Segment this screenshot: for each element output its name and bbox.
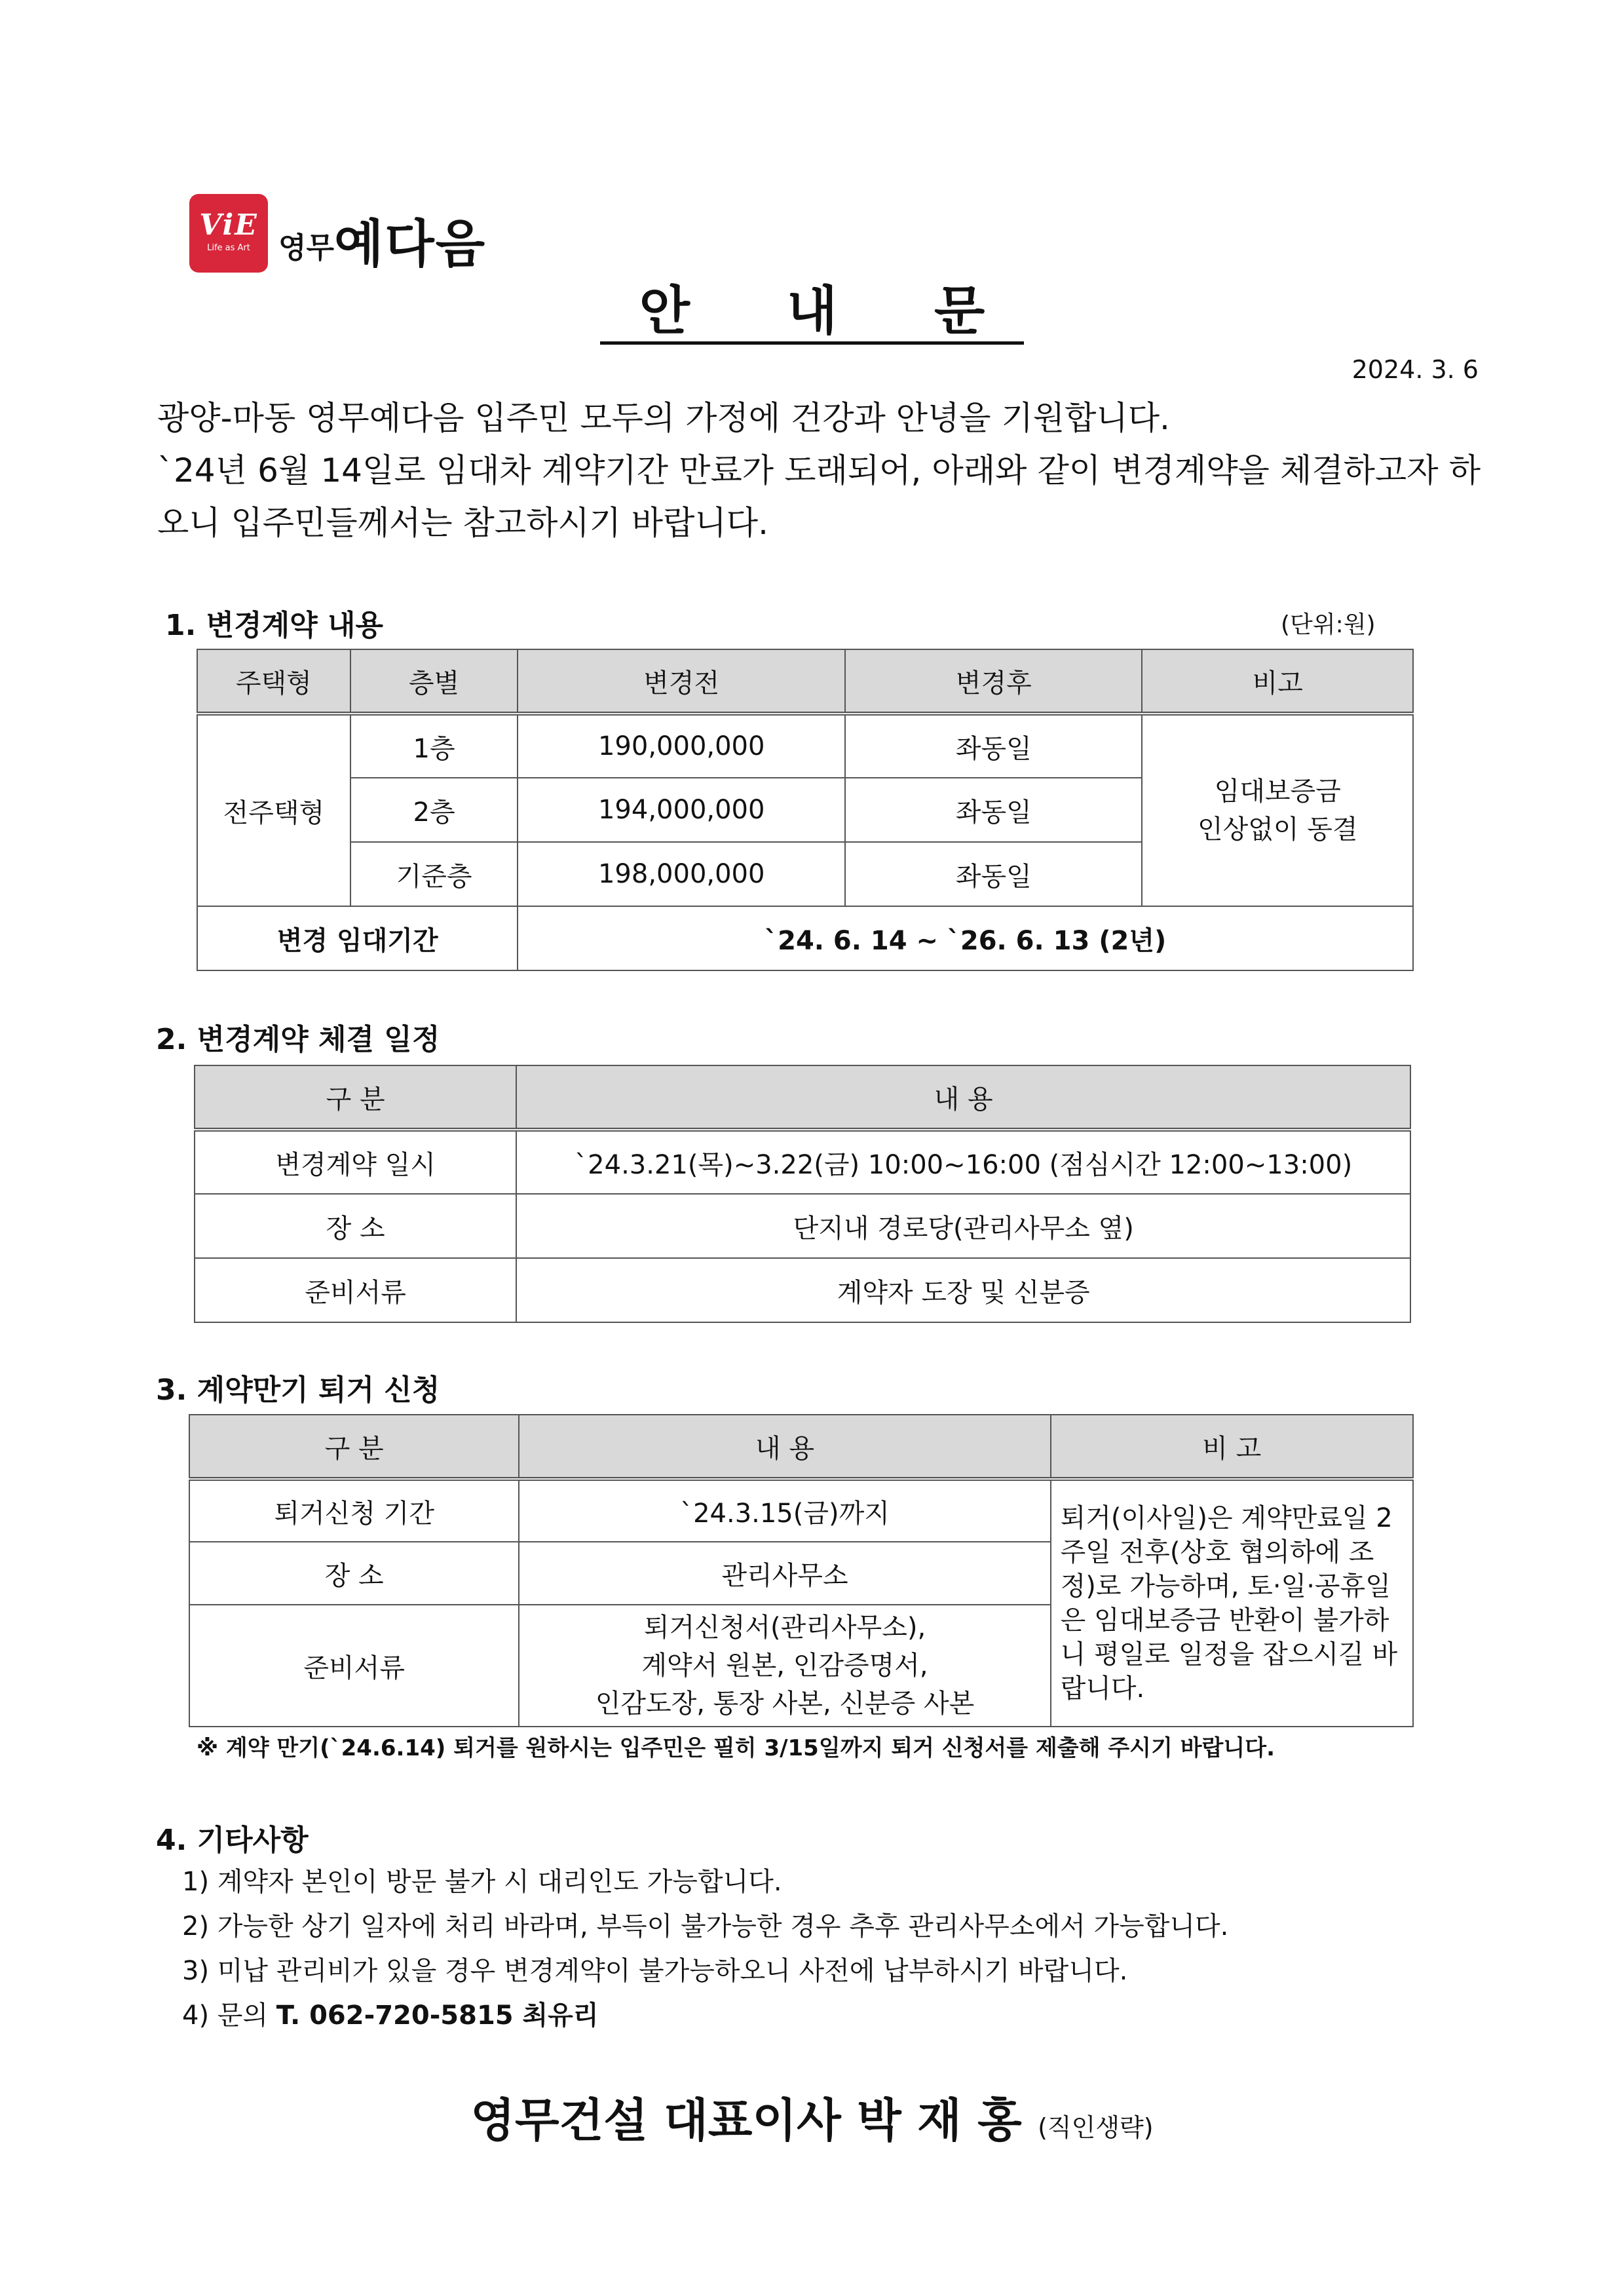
section1-heading: 1. 변경계약 내용 bbox=[165, 609, 383, 642]
intro-line-1: 광양-마동 영무예다음 입주민 모두의 가정에 건강과 안녕을 기원합니다. bbox=[157, 399, 1170, 437]
warning-note: ※ 계약 만기(`24.6.14) 퇴거를 원하시는 입주민은 필히 3/15일까지 퇴거 신청서를 제출해 주시기 바랍니다. bbox=[197, 1735, 1275, 1761]
after-cell: 좌동일 bbox=[845, 714, 1142, 778]
row-label: 장 소 bbox=[189, 1542, 519, 1605]
row-value: `24.3.21(목)~3.22(금) 10:00~16:00 (점심시간 12:00~13:00) bbox=[516, 1130, 1410, 1194]
remark-cell: 퇴거(이사일)은 계약만료일 2주일 전후(상호 협의하에 조정)로 가능하며, 토·일·공휴일은 임대보증금 반환이 불가하니 평일로 일정을 잡으시길 바랍니다. bbox=[1051, 1479, 1413, 1727]
row-value: `24.3.15(금)까지 bbox=[519, 1479, 1050, 1542]
section3-heading: 3. 계약만기 퇴거 신청 bbox=[156, 1373, 440, 1407]
logo-mark bbox=[189, 194, 268, 273]
document-date: 2024. 3. 6 bbox=[1351, 355, 1479, 384]
etc-item: 1) 계약자 본인이 방문 불가 시 대리인도 가능합니다. bbox=[182, 1867, 782, 1897]
remark-line: 임대보증금 bbox=[1214, 776, 1341, 807]
table-row bbox=[195, 1258, 1410, 1322]
table-row bbox=[195, 1130, 1410, 1194]
table-row bbox=[189, 1479, 1413, 1542]
seal-note: (직인생략) bbox=[1038, 2113, 1154, 2142]
row-label: 퇴거신청 기간 bbox=[189, 1479, 519, 1542]
housing-type-cell: 전주택형 bbox=[197, 714, 350, 906]
table-header: 비 고 bbox=[1051, 1415, 1413, 1479]
table-header: 층별 bbox=[350, 649, 518, 714]
intro-line-2: `24년 6월 14일로 임대차 계약기간 만료가 도래되어, 아래와 같이 변경계약을 체결하고자 하오니 입주민들께서는 참고하시기 바랍니다. bbox=[157, 451, 1481, 542]
section1-table bbox=[197, 649, 1414, 971]
floor-cell: 기준층 bbox=[350, 842, 518, 906]
floor-cell: 2층 bbox=[350, 778, 518, 842]
table-header: 내 용 bbox=[519, 1415, 1050, 1479]
section2-table bbox=[194, 1065, 1411, 1323]
table-row bbox=[195, 1194, 1410, 1258]
intro-text bbox=[157, 392, 1481, 549]
table-header-row bbox=[197, 649, 1413, 714]
table-header: 비고 bbox=[1142, 649, 1413, 714]
table-header: 내 용 bbox=[516, 1065, 1410, 1130]
section1-unit: (단위:원) bbox=[1281, 611, 1376, 638]
table-header: 변경후 bbox=[845, 649, 1142, 714]
document-title: 안 내 문 bbox=[600, 280, 1025, 345]
remark-line: 인상없이 동결 bbox=[1197, 814, 1358, 845]
floor-cell: 1층 bbox=[350, 714, 518, 778]
table-header-row bbox=[195, 1065, 1410, 1130]
period-label: 변경 임대기간 bbox=[197, 906, 518, 970]
table-row bbox=[197, 906, 1413, 970]
logo-brand bbox=[278, 203, 486, 277]
signature-text: 영무건설 대표이사 박 재 홍 bbox=[470, 2094, 1022, 2147]
section3-table bbox=[189, 1414, 1414, 1727]
table-header: 변경전 bbox=[518, 649, 845, 714]
row-value: 단지내 경로당(관리사무소 옆) bbox=[516, 1194, 1410, 1258]
section2-heading: 2. 변경계약 체결 일정 bbox=[156, 1023, 440, 1056]
table-row bbox=[197, 714, 1413, 778]
logo-tagline: Life as Art bbox=[207, 243, 250, 253]
table-header-row bbox=[189, 1415, 1413, 1479]
logo-vie-text: ViE bbox=[199, 208, 258, 242]
logo-brand-large: 예다음 bbox=[334, 215, 487, 274]
after-cell: 좌동일 bbox=[845, 778, 1142, 842]
etc-item: 3) 미납 관리비가 있을 경우 변경계약이 불가능하오니 사전에 납부하시기 바랍니다. bbox=[182, 1956, 1128, 1986]
value-line: 인감도장, 통장 사본, 신분증 사본 bbox=[595, 1689, 975, 1719]
table-header: 주택형 bbox=[197, 649, 350, 714]
signature bbox=[0, 2084, 1624, 2150]
before-cell: 194,000,000 bbox=[518, 778, 845, 842]
table-header: 구 분 bbox=[195, 1065, 516, 1130]
remark-cell bbox=[1142, 714, 1413, 906]
contact-prefix: 4) 문의 bbox=[182, 2000, 276, 2031]
etc-item: 2) 가능한 상기 일자에 처리 바라며, 부득이 불가능한 경우 추후 관리사무소에서 가능합니다. bbox=[182, 1911, 1229, 1942]
row-label: 준비서류 bbox=[189, 1605, 519, 1727]
value-line: 퇴거신청서(관리사무소), bbox=[643, 1613, 926, 1643]
section4-heading: 4. 기타사항 bbox=[156, 1824, 309, 1857]
before-cell: 190,000,000 bbox=[518, 714, 845, 778]
row-label: 준비서류 bbox=[195, 1258, 516, 1322]
before-cell: 198,000,000 bbox=[518, 842, 845, 906]
period-value: `24. 6. 14 ~ `26. 6. 13 (2년) bbox=[518, 906, 1413, 970]
etc-item-contact bbox=[182, 1995, 598, 2032]
row-value bbox=[519, 1605, 1050, 1727]
row-label: 변경계약 일시 bbox=[195, 1130, 516, 1194]
value-line: 계약서 원본, 인감증명서, bbox=[641, 1651, 928, 1681]
row-label: 장 소 bbox=[195, 1194, 516, 1258]
document-title-wrap bbox=[0, 269, 1624, 344]
logo-brand-small: 영무 bbox=[278, 231, 335, 265]
row-value: 계약자 도장 및 신분증 bbox=[516, 1258, 1410, 1322]
table-header: 구 분 bbox=[189, 1415, 519, 1479]
row-value: 관리사무소 bbox=[519, 1542, 1050, 1605]
contact-info: T. 062-720-5815 최유리 bbox=[276, 2000, 599, 2031]
after-cell: 좌동일 bbox=[845, 842, 1142, 906]
